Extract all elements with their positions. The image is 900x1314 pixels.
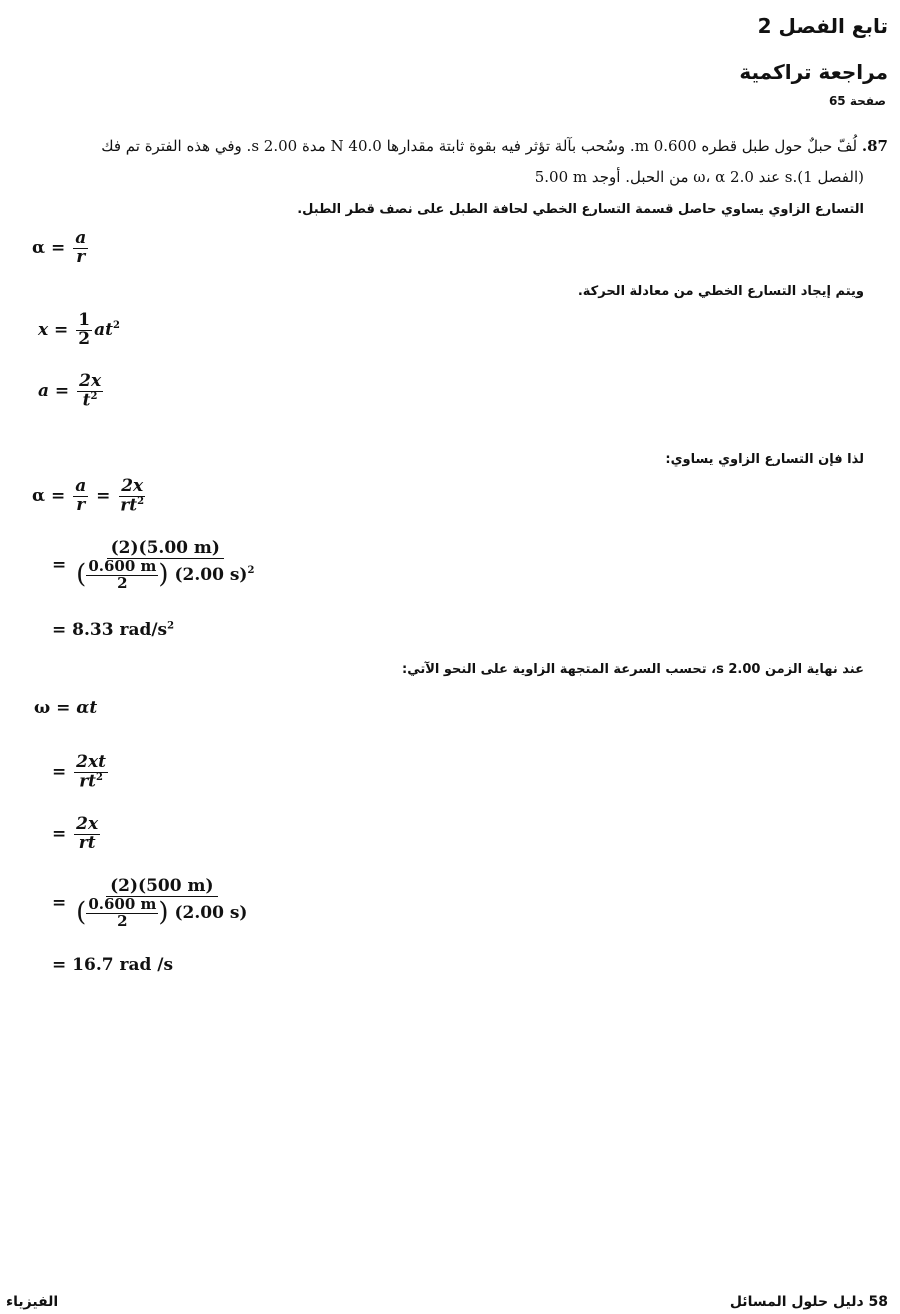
equation-motion: x = $\frac{1}{2}$ $at^2$ [38, 310, 120, 349]
equation-omega-alpha-t: ω = αt [34, 698, 98, 718]
explanation-angular-accel: التسارع الزاوي يساوي حاصل قسمة التسارع الخطي لحافة الطبل على نصف قطر الطبل. [297, 202, 864, 217]
equation-alpha-result: = 8.33 rad/$s^2$ [52, 620, 175, 640]
equation-omega-step2: = $\frac{2x}{rt}$ [52, 814, 99, 853]
explanation-therefore: لذا فإن التسارع الزاوي يساوي: [665, 452, 864, 467]
section-title: مراجعة تراكمية [739, 60, 888, 84]
problem-statement-line2: 5.00 m من الحبل. أوجد ω، α عند 2.0 s.(الفصل 1) [534, 168, 864, 186]
problem-statement-line1 [0, 132, 888, 160]
equation-a-solved: a = $\frac{2x}{t^2}$ [38, 371, 102, 411]
footer-book-title: 58 دليل حلول المسائل [729, 1294, 888, 1310]
chapter-title: تابع الفصل 2 [757, 14, 888, 38]
explanation-angular-velocity: عند نهاية الزمن 2.00 s، تحسب السرعة المتجهة الزاوية على النحو الآتي: [402, 662, 864, 677]
equation-alpha-a-over-r: α = $\frac{a}{r}$ [32, 228, 87, 267]
equation-omega-substitution: = (2)(500 m) ( $\frac{0.600 m}{2}$ ) (2.00 s) [52, 876, 248, 930]
problem-number: 87. [861, 137, 888, 155]
explanation-linear-accel: ويتم إيجاد التسارع الخطي من معادلة الحركة. [577, 284, 864, 299]
problem-text-1: لُفّ حبلٌ حول طبل قطره 0.600 m. وسُحب بآلة تؤثر فيه بقوة ثابتة مقدارها 40.0 N مدة 2.00 s. وفي هذه الفترة تم فك [101, 137, 858, 155]
equation-alpha-combined: α = $\frac{a}{r}$ = $\frac{2x}{rt^2}$ [32, 476, 145, 516]
footer-subject: الفيزياء [6, 1294, 59, 1310]
equation-omega-result: = 16.7 rad /s [52, 955, 174, 975]
page-reference: صفحة 65 [828, 94, 886, 108]
equation-alpha-substitution: = (2)(5.00 m) ( $\frac{0.600 m}{2}$ ) (2.00 s)$^2$ [52, 538, 255, 592]
equation-omega-step1: = $\frac{2xt}{rt^2}$ [52, 752, 106, 792]
